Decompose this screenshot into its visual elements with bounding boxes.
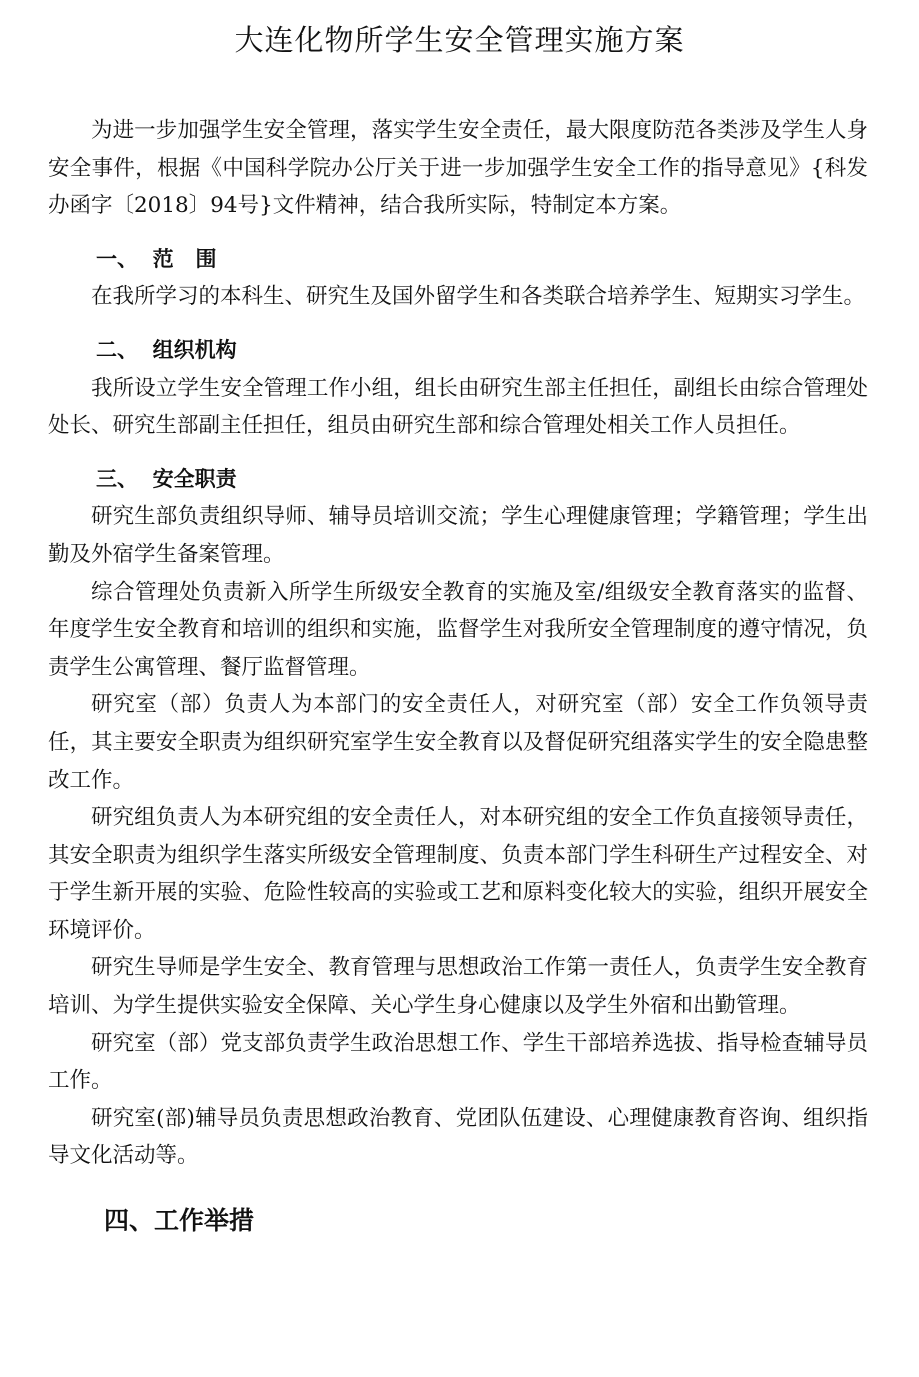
responsibility-paragraph: 研究生部负责组织导师、辅导员培训交流；学生心理健康管理；学籍管理；学生出勤及外宿学生备案管理。 [48, 504, 868, 567]
responsibility-paragraph: 综合管理处负责新入所学生所级安全教育的实施及室/组级安全教育落实的监督、年度学生安全教育和培训的组织和实施，监督学生对我所安全管理制度的遵守情况，负责学生公寓管理、餐厅监督管理。 [48, 579, 868, 680]
section-heading-organization: 二、 组织机构 [96, 337, 237, 362]
section-heading-scope: 一、 范 围 [96, 246, 217, 271]
section-measures [48, 1199, 868, 1243]
section-scope [48, 241, 868, 316]
section-heading-responsibilities: 三、 安全职责 [96, 466, 237, 491]
organization-paragraph: 我所设立学生安全管理工作小组，组长由研究生部主任担任，副组长由综合管理处处长、研究生部副主任担任，组员由研究生部和综合管理处相关工作人员担任。 [48, 375, 868, 439]
responsibility-paragraph: 研究生导师是学生安全、教育管理与思想政治工作第一责任人，负责学生安全教育培训、为学生提供实验安全保障、关心学生身心健康以及学生外宿和出勤管理。 [48, 955, 868, 1019]
responsibility-paragraph: 研究室（部）党支部负责学生政治思想工作、学生干部培养选拔、指导检查辅导员工作。 [48, 1030, 868, 1094]
intro-paragraph: 为进一步加强学生安全管理，落实学生安全责任，最大限度防范各类涉及学生人身安全事件，根据《中国科学院办公厅关于进一步加强学生安全工作的指导意见》{科发办函字〔2018〕94号}文件精神，结合我所实际，特制定本方案。 [48, 118, 868, 219]
section-heading-measures: 四、工作举措 [104, 1206, 255, 1236]
section-organization [48, 332, 868, 445]
scope-paragraph: 在我所学习的本科生、研究生及国外留学生和各类联合培养学生、短期实习学生。 [91, 284, 866, 310]
responsibility-paragraph: 研究室（部）负责人为本部门的安全责任人，对研究室（部）安全工作负领导责任，其主要安全职责为组织研究室学生安全教育以及督促研究组落实学生的安全隐患整改工作。 [48, 692, 868, 793]
section-responsibilities [48, 461, 868, 1175]
responsibility-paragraph: 研究组负责人为本研究组的安全责任人，对本研究组的安全工作负直接领导责任，其安全职责为组织学生落实所级安全管理制度、负责本部门学生科研生产过程安全、对于学生新开展的实验、危险性较高的实验或工艺和原料变化较大的实验，组织开展安全环境评价。 [48, 805, 868, 943]
document-body [48, 112, 868, 1243]
responsibility-paragraph: 研究室(部)辅导员负责思想政治教育、党团队伍建设、心理健康教育咨询、组织指导文化活动等。 [48, 1105, 868, 1169]
document-title: 大连化物所学生安全管理实施方案 [234, 23, 685, 57]
